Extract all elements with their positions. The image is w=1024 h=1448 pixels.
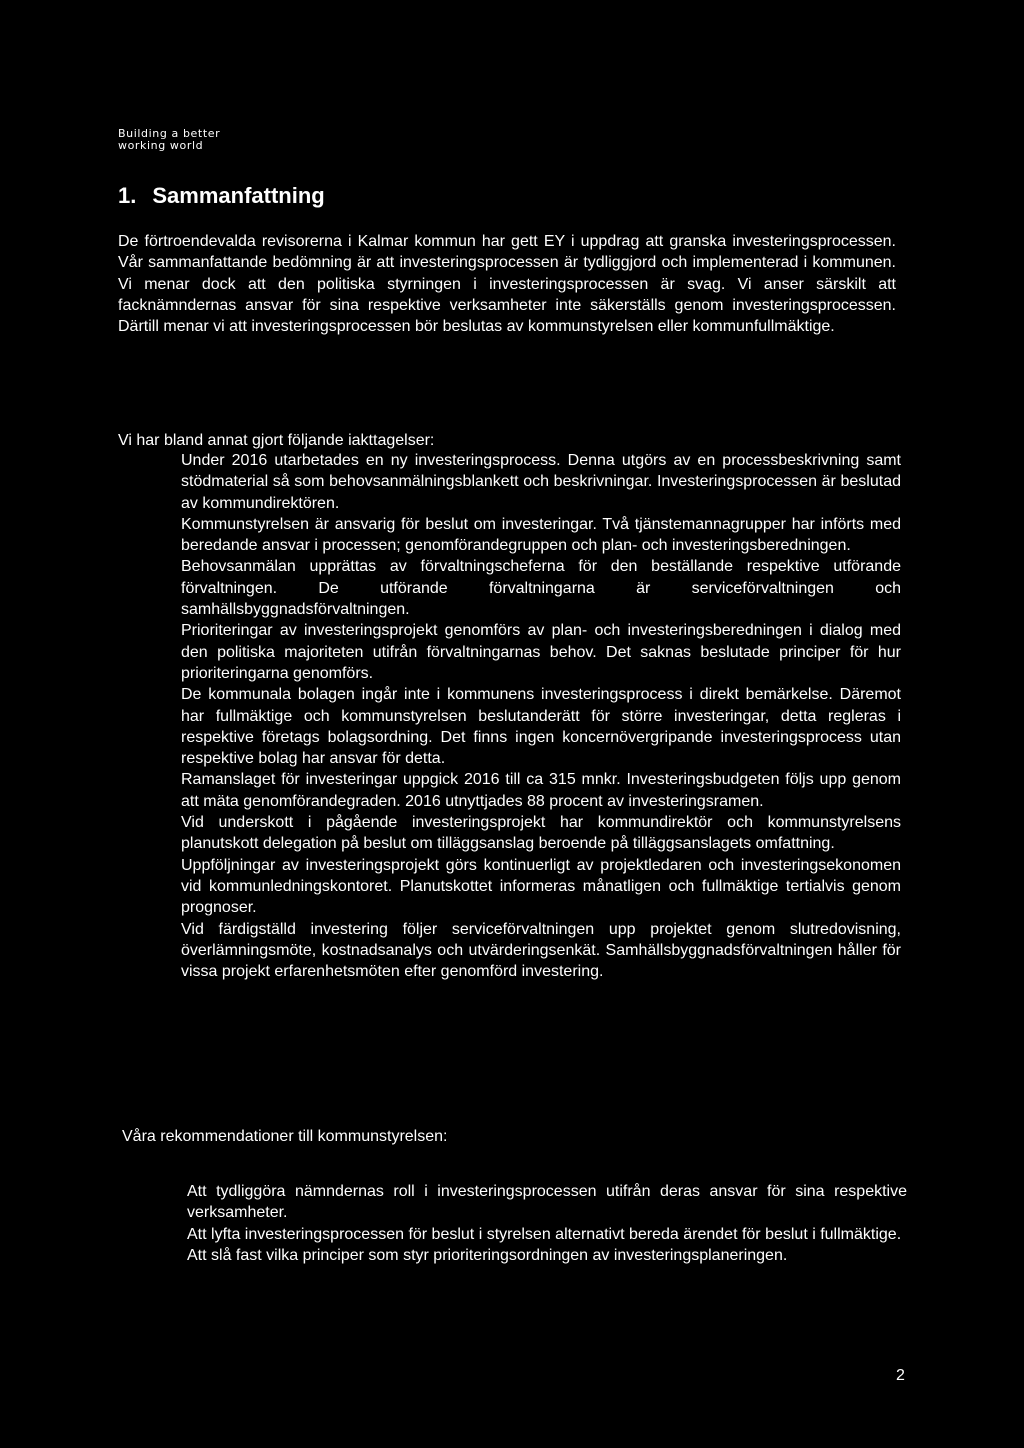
recommendations-title: Våra rekommendationer till kommunstyrelsen: bbox=[122, 1128, 448, 1145]
observation-item: Uppföljningar av investeringsprojekt görs kontinuerligt av projektledaren och investeringsekonomen vid kommunledningskontoret. Planutskottet informeras månatligen och fullmäktige tertialvis genom prognoser. bbox=[181, 856, 901, 917]
tagline-line-2: working world bbox=[118, 139, 204, 152]
observation-item: Vid underskott i pågående investeringsprojekt har kommundirektör och kommunstyrelsens planutskott delegation på beslut om tilläggsanslag beroende på tilläggsanslagets omfattning. bbox=[181, 814, 901, 853]
section-title: Sammanfattning bbox=[152, 183, 325, 208]
recommendation-item: Att lyfta investeringsprocessen för beslut i styrelsen alternativt bereda ärendet för beslut i fullmäktige. bbox=[187, 1225, 902, 1243]
observation-item: Behovsanmälan upprättas av förvaltningscheferna för den beställande respektive utförande förvaltningen. De utförande förvaltningarna är serviceförvaltningen och samhällsbyggnadsförvaltningen. bbox=[181, 558, 901, 619]
observations-list bbox=[181, 450, 901, 982]
section-number: 1. bbox=[118, 183, 137, 208]
observation-item: De kommunala bolagen ingår inte i kommunens investeringsprocess i direkt bemärkelse. Däremot har fullmäktige och kommunstyrelsen beslutanderätt för större investeringar, detta regleras i respektive företags bolagsordning. Det finns ingen koncernövergripande investeringsprocess utan respektive bolag har ansvar för detta. bbox=[181, 686, 901, 768]
recommendation-item: Att slå fast vilka principer som styr prioriteringsordningen av investeringsplaneringen. bbox=[187, 1246, 788, 1264]
brand-tagline bbox=[118, 128, 220, 152]
recommendation-item: Att tydliggöra nämndernas roll i investeringsprocessen utifrån deras ansvar för sina respektive verksamheter. bbox=[187, 1183, 907, 1222]
observation-item: Prioriteringar av investeringsprojekt genomförs av plan- och investeringsberedningen i dialog med den politiska majoriteten utifrån förvaltningarnas behov. Det saknas beslutade principer för hur prioriteringarna genomförs. bbox=[181, 622, 901, 682]
observation-item: Ramanslaget för investeringar uppgick 2016 till ca 315 mnkr. Investeringsbudgeten följs upp genom att mäta genomförandegraden. 2016 utnyttjades 88 procent av investeringsramen. bbox=[181, 771, 901, 810]
observations-title: Vi har bland annat gjort följande iakttagelser: bbox=[118, 432, 435, 449]
observation-item: Kommunstyrelsen är ansvarig för beslut om investeringar. Två tjänstemannagrupper har införts med beredande ansvar i processen; genomförandegruppen och plan- och investeringsberedningen. bbox=[181, 515, 901, 555]
observation-item: Vid färdigställd investering följer serviceförvaltningen upp projektet genom slutredovisning, överlämningsmöte, kostnadsanalys och utvärderingsenkät. Samhällsbyggnadsförvaltningen håller för vissa projekt erfarenhetsmöten efter genomförd investering. bbox=[181, 920, 901, 981]
recommendations-list bbox=[187, 1181, 907, 1266]
page-number: 2 bbox=[896, 1367, 905, 1384]
intro-paragraph: De förtroendevalda revisorerna i Kalmar kommun har gett EY i uppdrag att granska investeringsprocessen. Vår sammanfattande bedömning är att investeringsprocessen är tydliggjord och implementerad i kommunen. Vi menar dock att den politiska styrningen i investeringsprocessen är svag. Vi anser särskilt att facknämndernas ansvar för sina respektive verksamheter inte säkerställs genom investeringsprocessen. Därtill menar vi att investeringsprocessen bör beslutas av kommunstyrelsen eller kommunfullmäktige. bbox=[118, 233, 896, 336]
tagline-line-1: Building a better bbox=[118, 127, 221, 140]
observation-item: Under 2016 utarbetades en ny investeringsprocess. Denna utgörs av en processbeskrivning samt stödmaterial så som behovsanmälningsblankett och beskrivningar. Investeringsprocessen är beslutad av kommundirektören. bbox=[181, 452, 901, 512]
section-heading bbox=[118, 183, 325, 209]
